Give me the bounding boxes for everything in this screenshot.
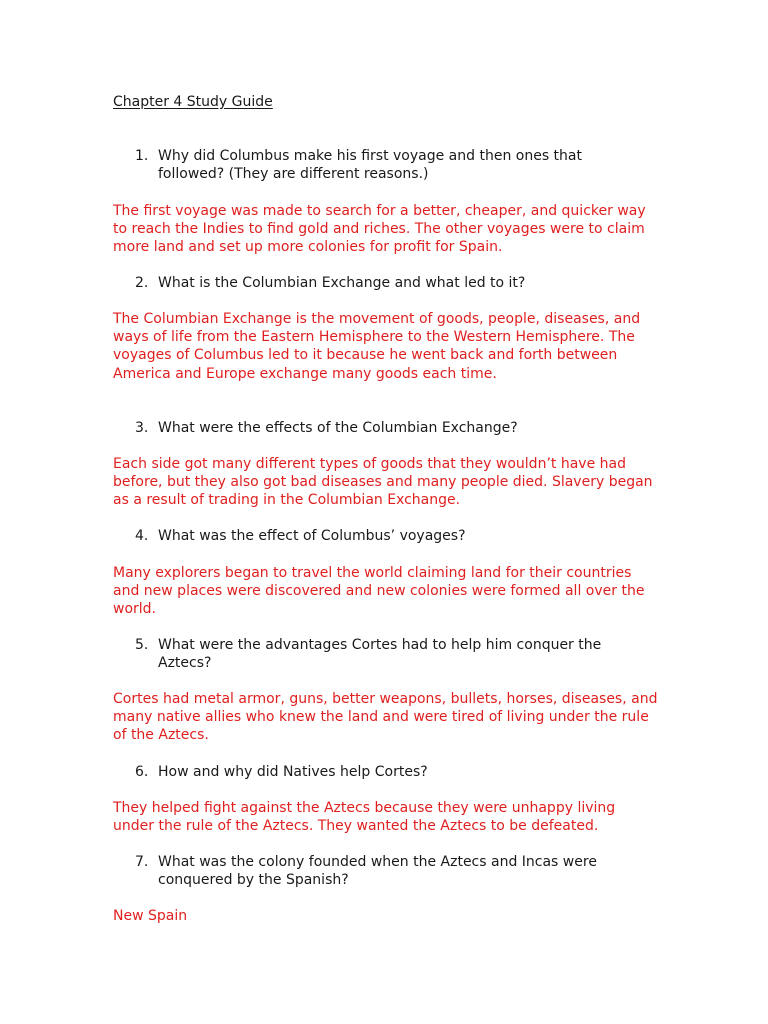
question-block xyxy=(0,274,768,292)
answer-block xyxy=(0,455,768,510)
question-number: 4. xyxy=(135,528,149,544)
question-text: What was the effect of Columbus’ voyages? xyxy=(158,528,466,544)
question-block xyxy=(0,147,768,183)
question-3 xyxy=(0,419,648,437)
question-text: What was the colony founded when the Aztecs and Incas were conquered by the Spanish? xyxy=(158,854,597,889)
answer-block xyxy=(0,799,768,835)
answer-block xyxy=(0,564,768,619)
answer-7: New Spain xyxy=(113,908,188,924)
answer-5: Cortes had metal armor, guns, better weapons, bullets, horses, diseases, and many native allies who knew the land and were tired of living under the rule of the Aztecs. xyxy=(113,691,658,744)
question-block xyxy=(0,527,768,545)
question-text: What were the advantages Cortes had to help him conquer the Aztecs? xyxy=(158,637,602,672)
question-block xyxy=(0,636,768,672)
answer-block xyxy=(0,202,768,257)
question-number: 7. xyxy=(135,854,149,870)
question-4 xyxy=(0,527,648,545)
question-text: Why did Columbus make his first voyage and then ones that followed? (They are different reasons.) xyxy=(158,148,582,183)
question-text: What were the effects of the Columbian Exchange? xyxy=(158,420,518,436)
answer-block xyxy=(0,690,768,745)
answer-4: Many explorers began to travel the world claiming land for their countries and new places were discovered and new colonies were formed all over the world. xyxy=(113,565,645,618)
answer-1: The first voyage was made to search for a better, cheaper, and quicker way to reach the Indies to find gold and riches. The other voyages were to claim more land and set up more colonies for profit for Spain. xyxy=(113,203,646,256)
question-number: 5. xyxy=(135,637,149,653)
question-1 xyxy=(0,147,648,183)
question-text: What is the Columbian Exchange and what led to it? xyxy=(158,275,526,291)
question-6 xyxy=(0,763,648,781)
question-number: 2. xyxy=(135,275,149,291)
question-block xyxy=(0,763,768,781)
question-number: 3. xyxy=(135,420,149,436)
answer-block xyxy=(0,310,768,383)
answer-3: Each side got many different types of goods that they wouldn’t have had before, but they also got bad diseases and many people died. Slavery began as a result of trading in the Columbian Exchange. xyxy=(113,456,653,509)
question-5 xyxy=(0,636,648,672)
question-number: 1. xyxy=(135,148,149,164)
answer-2: The Columbian Exchange is the movement of goods, people, diseases, and ways of life from the Eastern Hemisphere to the Western Hemisphere. The voyages of Columbus led to it because he went back and forth between America and Europe exchange many goods each time. xyxy=(113,311,641,382)
answer-6: They helped fight against the Aztecs because they were unhappy living under the rule of the Aztecs. They wanted the Aztecs to be defeated. xyxy=(113,800,616,835)
question-number: 6. xyxy=(135,764,149,780)
question-2 xyxy=(0,274,648,292)
question-text: How and why did Natives help Cortes? xyxy=(158,764,428,780)
answer-block xyxy=(0,907,768,925)
question-block xyxy=(0,419,768,437)
question-block xyxy=(0,853,768,889)
question-7 xyxy=(0,853,648,889)
page-title: Chapter 4 Study Guide xyxy=(113,94,273,110)
